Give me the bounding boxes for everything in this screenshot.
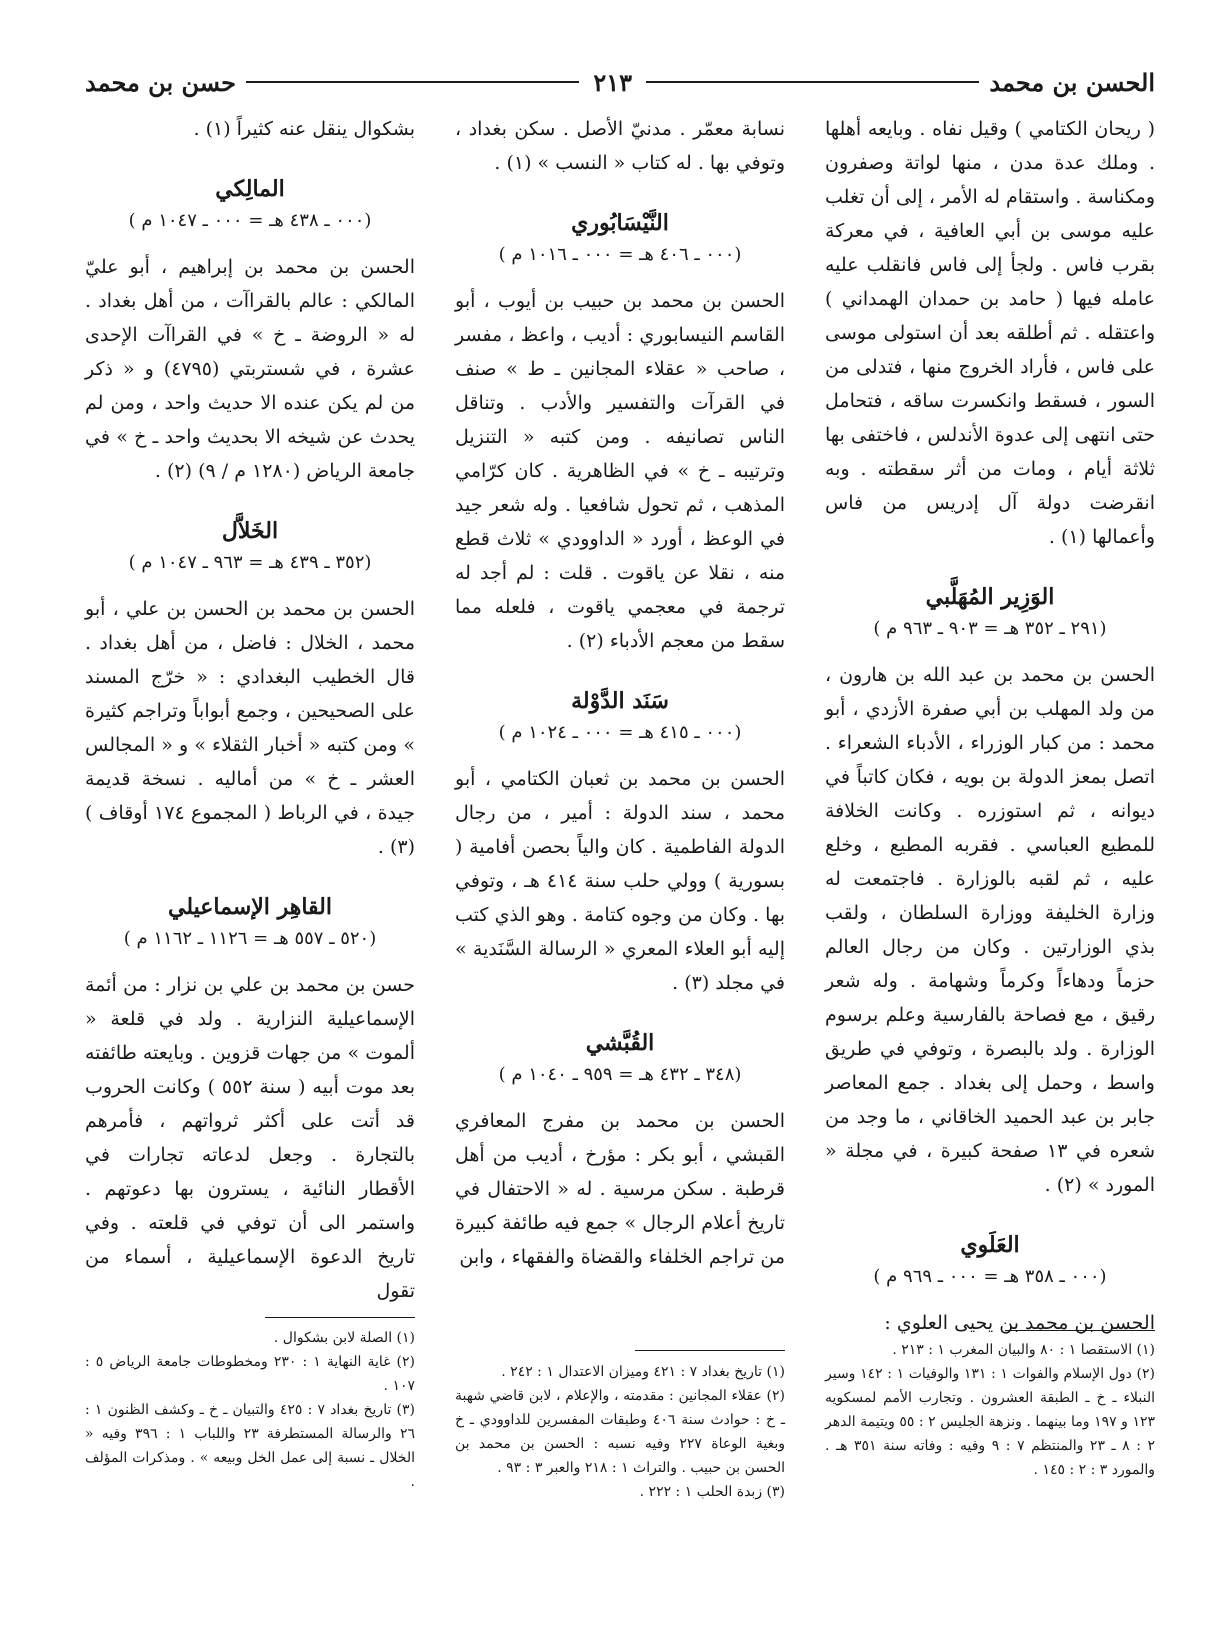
entry-text: الحسن بن محمد بن إبراهيم ، أبو عليّ المالكي : عالم بالقراآت ، من أهل بغداد . له « الروضة ـ خ » في القراآت الإحدى عشرة ، في شستربتي (٤٧٩٥) و « ذكر من لم يكن عنده الا حديث واحد ، ومن لم يحدث عن شيخه الا بحديث واحد ـ خ » في جامعة الرياض (١٢٨٠ م / ٩) (٢) . bbox=[85, 256, 416, 482]
header-rule bbox=[246, 81, 579, 83]
entry-dates: (٣٤٨ ـ ٤٣٢ هـ = ٩٥٩ ـ ١٠٤٠ م ) bbox=[498, 1064, 742, 1085]
column-text bbox=[825, 112, 1155, 1334]
entry-dates: (٢٩١ ـ ٣٥٢ هـ = ٩٠٣ ـ ٩٦٣ م ) bbox=[873, 618, 1107, 639]
column-right bbox=[825, 112, 1155, 1622]
entry-title: المالِكي bbox=[215, 176, 285, 202]
column-text bbox=[85, 112, 415, 1312]
entry-text: الحسن بن محمد بن الحسن بن علي ، أبو محمد ، الخلال : فاضل ، من أهل بغداد . قال الخطيب البغدادي : « خرّج المسند على الصحيحين ، وجمع أبواباً وتراجم كثيرة » ومن كتبه « أخبار الثقلاء » و « المجالس العشر ـ خ » من أماليه . نسخة قديمة جيدة ، في الرباط ( المجموع ١٧٤ أوقاف ) (٣) . bbox=[85, 598, 416, 858]
entry-dates: (٣٥٢ ـ ٤٣٩ هـ = ٩٦٣ ـ ١٠٤٧ م ) bbox=[128, 552, 372, 573]
entry-dates: (٠٠٠ ـ ٤٣٨ هـ = ٠٠٠ ـ ١٠٤٧ م ) bbox=[128, 210, 372, 231]
continuation-text: نسابة معمّر . مدنيّ الأصل . سكن بغداد ، وتوفي بها . له كتاب « النسب » (١) . bbox=[455, 118, 785, 174]
footnote: (٣) تاريخ بغداد ٧ : ٤٢٥ والتبيان ـ خ ـ وكشف الظنون ١ : ٢٦ والرسالة المستطرفة ٢٣ واللباب ١ : ٣٩٦ وفيه « الخلال ـ نسبة إلى عمل الخل وبيعه » . ومذكرات المؤلف . bbox=[85, 1402, 415, 1490]
entry-dates: (٥٢٠ ـ ٥٥٧ هـ = ١١٢٦ ـ ١١٦٢ م ) bbox=[123, 928, 377, 949]
footnote-separator bbox=[1005, 1330, 1155, 1331]
running-head-right: الحسن بن محمد bbox=[989, 67, 1155, 97]
entry-title: القُبَّشي bbox=[585, 1030, 655, 1056]
biography-entry bbox=[85, 172, 415, 488]
entry-title: سَنَد الدَّوْلة bbox=[571, 688, 669, 714]
footnotes bbox=[85, 1326, 415, 1494]
footnote: (٢) غاية النهاية ١ : ٢٣٠ ومخطوطات جامعة الرياض ٥ : ١٠٧ . bbox=[85, 1354, 415, 1394]
header-rule bbox=[646, 81, 979, 83]
footnote: (١) الصلة لابن بشكوال . bbox=[273, 1330, 415, 1346]
entry-title: العَلَوي bbox=[960, 1232, 1020, 1258]
biography-entry bbox=[455, 1026, 785, 1274]
footnote-separator bbox=[265, 1317, 415, 1318]
continuation-text: ( ريحان الكتامي ) وقيل نفاه . وبايعه أهلها . وملك عدة مدن ، منها لواتة وصفرون ومكناسة . واستقام له الأمر ، إلى أن تغلب عليه موسى بن أبي العافية ، في معركة بقرب فاس . ولجأ إلى فاس فانقلب عليه عامله فيها ( حامد بن حمدان الهمداني ) واعتقله . ثم أطلقه بعد أن استولى موسى على فاس ، فأراد الخروج منها ، فتدلى من السور ، فسقط وانكسرت ساقه ، فتحامل حتى انتهى إلى عدوة الأندلس ، فاختفى بها ثلاثة أيام ، ومات من أثر سقطته . وبه انقرضت دولة آل إدريس من فاس وأعمالها (١) . bbox=[825, 118, 1155, 548]
entry-text: حسن بن محمد بن علي بن نزار : من أئمة الإسماعيلية النزارية . ولد في قلعة « ألموت » من جهات قزوين . وبايعته طائفته بعد موت أبيه ( سنة ٥٥٢ ) وكانت الحروب قد أتت على أكثر ثرواتهم ، فأمرهم بالتجارة . وجعل لدعاته تجارات في الأقطار النائية ، يسترون بها دعوتهم . واستمر الى أن توفي في قلعته . وفي تاريخ الدعوة الإسماعيلية ، أسماء من تقول bbox=[85, 974, 415, 1302]
column-left bbox=[85, 112, 415, 1622]
entry-dates: (٠٠٠ ـ ٤٠٦ هـ = ٠٠٠ ـ ١٠١٦ م ) bbox=[498, 244, 742, 265]
column-text bbox=[455, 112, 785, 1312]
entry-text: الحسن بن محمد بن عبد الله بن هارون ، من ولد المهلب بن أبي صفرة الأزدي ، أبو محمد : من كبار الوزراء ، الأدباء الشعراء . اتصل بمعز الدولة بن بويه ، فكان كاتباً في ديوانه ، ثم استوزره . وكانت الخلافة للمطيع العباسي . فقربه المطيع ، وخلع عليه ، ثم لقبه بالوزارة . فاجتمعت له وزارة الخليفة ووزارة السلطان ، ولقب بذي الوزارتين . وكان من رجال العالم حزماً ودهاءاً وكرماً وشهامة . وله شعر رقيق ، مع فصاحة بالفارسية وعلم برسوم الوزارة . ولد بالبصرة ، وتوفي في طريق واسط ، وحمل إلى بغداد . جمع المعاصر جابر بن عبد الحميد الخاقاني ، ما وجد من شعره في ١٣ صفحة كبيرة ، في مجلة « المورد » (٢) . bbox=[825, 664, 1155, 1196]
biography-entry bbox=[825, 580, 1155, 1202]
entry-title: القاهِر الإسماعيلي bbox=[168, 894, 332, 920]
continuation-text: بشكوال ينقل عنه كثيراً (١) . bbox=[193, 118, 415, 140]
column-middle bbox=[455, 112, 785, 1622]
entry-title: الخَلاَّل bbox=[221, 518, 279, 544]
entry-dates: (٠٠٠ ـ ٤١٥ هـ = ٠٠٠ ـ ١٠٢٤ م ) bbox=[498, 722, 742, 743]
running-head-left: حسن بن محمد bbox=[85, 67, 236, 97]
biography-entry bbox=[825, 1228, 1155, 1340]
biography-entry bbox=[85, 890, 415, 1308]
entry-title: الوَزِير المُهَلَّبي bbox=[925, 584, 1055, 610]
entry-title: النَّيْسَابُوري bbox=[571, 210, 669, 236]
page-body bbox=[85, 112, 1155, 1622]
footnote: (١) تاريخ بغداد ٧ : ٤٢١ وميزان الاعتدال ١ : ٢٤٢ . bbox=[501, 1364, 785, 1380]
entry-text: الحسن بن محمد بن ثعبان الكتامي ، أبو محمد ، سند الدولة : أمير ، من رجال الدولة الفاطمية . كان والياً بحصن أفامية ( بسورية ) وولي حلب سنة ٤١٤ هـ ، وتوفي بها . وكان من وجوه كتامة . وهو الذي كتب إليه أبو العلاء المعري « الرسالة السَّنَدية » في مجلد (٣) . bbox=[455, 768, 785, 994]
footnote: (٢) عقلاء المجانين : مقدمته ، والإعلام ، لابن قاضي شهبة ـ خ : حوادث سنة ٤٠٦ وطبقات المفسرين للداوودي ـ خ وبغية الوعاة ٢٢٧ وفيه نسبه : الحسن بن محمد بن الحسن بن حبيب . والتراث ١ : ٢١٨ والعبر ٣ : ٩٣ . bbox=[455, 1388, 785, 1476]
footnote: (١) الاستقصا ١ : ٨٠ والبيان المغرب ١ : ٢١٣ . bbox=[892, 1342, 1155, 1358]
footnote: (٢) دول الإسلام والفوات ١ : ١٣١ والوفيات ١ : ١٤٢ وسير النبلاء ـ خ ـ الطبقة العشرون . وتجارب الأمم لمسكويه ١٢٣ و ١٩٧ وما بينهما . ونزهة الجليس ٢ : ٥٥ ويتيمة الدهر ٢ : ٨ ـ ٢٣ والمنتظم ٧ : ٩ وفيه : وفاته سنة ٣٥١ هـ . والمورد ٣ : ٢ : ١٤٥ . bbox=[825, 1366, 1155, 1478]
entry-text: الحسن بن محمد بن يحيى العلوي : bbox=[884, 1312, 1155, 1334]
footnote-separator bbox=[635, 1350, 785, 1351]
footnote: (٣) زبدة الحلب ١ : ٢٢٢ . bbox=[639, 1484, 785, 1500]
entry-text: الحسن بن محمد بن مفرج المعافري القبشي ، أبو بكر : مؤرخ ، أديب من أهل قرطبة . سكن مرسية . له « الاحتفال في تاريخ أعلام الرجال » جمع فيه طائفة كبيرة من تراجم الخلفاء والقضاة والفقهاء ، وابن bbox=[455, 1110, 785, 1268]
footnotes bbox=[455, 1360, 785, 1504]
biography-entry bbox=[455, 206, 785, 658]
footnotes bbox=[825, 1338, 1155, 1482]
biography-entry bbox=[85, 514, 415, 864]
entry-dates: (٠٠٠ ـ ٣٥٨ هـ = ٠٠٠ ـ ٩٦٩ م ) bbox=[873, 1266, 1107, 1287]
biography-entry bbox=[455, 684, 785, 1000]
page-header bbox=[85, 60, 1155, 104]
entry-text: الحسن بن محمد بن حبيب بن أيوب ، أبو القاسم النيسابوري : أديب ، واعظ ، مفسر ، صاحب « عقلاء المجانين ـ ط » صنف في القرآت والتفسير والأدب . وتناقل الناس تصانيفه . ومن كتبه « التنزيل وترتيبه ـ خ » في الظاهرية . كان كرّامي المذهب ، ثم تحول شافعيا . وله شعر جيد في الوعظ ، أورد « الداوودي » ثلاث قطع منه ، نقلا عن ياقوت . قلت : لم أجد له ترجمة في معجمي ياقوت ، فلعله مما سقط من معجم الأدباء (٢) . bbox=[455, 290, 785, 652]
page-number: ٢١٣ bbox=[593, 67, 633, 97]
